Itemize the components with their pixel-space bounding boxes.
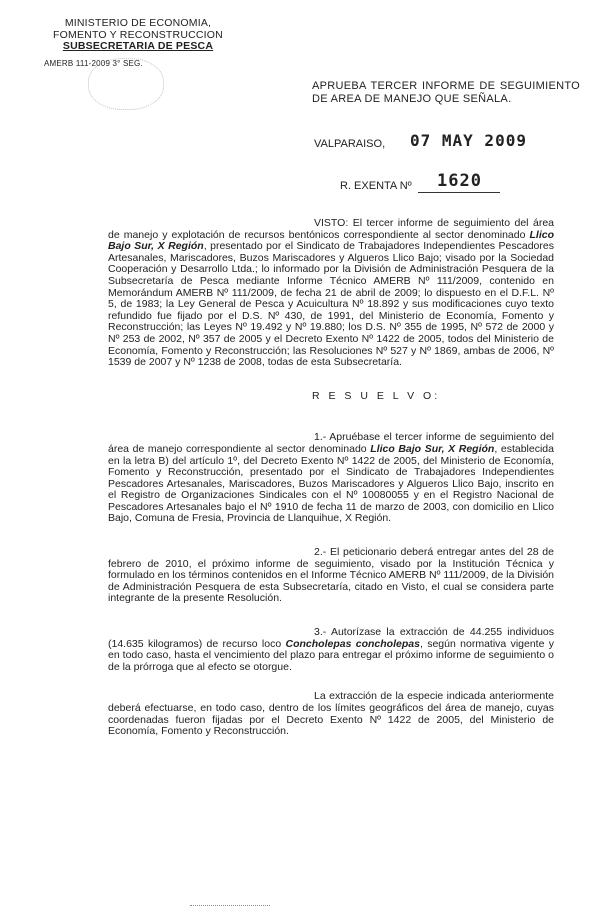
letterhead-subsecretaria: SUBSECRETARIA DE PESCA [62,40,214,52]
place-label: VALPARAISO, [314,138,386,150]
visto-text-2: , presentado por el Sindicato de Trabajadores Independientes Pescadores Artesanales, Mariscadores, Buzos Mariscadores y Algueros Llico Bajo; visado por la Sociedad Cooperación y Desarrollo Ltda.; lo informado por la División de Administración Pesquera de la Subsecretaría de Pesca mediante Informe Técnico AMERB Nº 111/2009, contenido en Memorándum AMERB Nº 111/2009, de fecha 21 de abril de 2009; lo dispuesto en el D.F.L. Nº 5, de 1983; la Ley General de Pesca y Acuicultura Nº 18.892 y sus modificaciones cuyo texto refundido fue fijado por el D.S. Nº 430, de 1991, del Ministerio de Economía, Fomento y Reconstrucción; las Leyes Nº 19.492 y Nº 19.880; los D.S. Nº 355 de 1995, Nº 572 de 2000 y Nº 253 de 2002, Nº 357 de 2005 y el Decreto Exento Nº 1422 de 2005, todos del Ministerio de Economía, Fomento y Reconstrucción; las Resoluciones Nº 527 y Nº 1869, ambas de 2006, Nº 1539 de 2007 y Nº 1238 de 2008, todas de esta Subsecretaría. [108,240,554,369]
official-stamp [88,58,164,110]
resolution-label: R. EXENTA Nº [340,180,412,192]
footer-mark [190,905,270,906]
item-1-sector: Llico Bajo Sur, X Región [370,442,495,455]
resolution-underline [418,192,500,193]
item-3-text-2: , según normativa vigente y en todo caso, hasta el vencimiento del plazo para entregar el próximo informe de seguimiento o de la prórroga que al efecto se otorgue. [108,637,555,673]
date-stamp: 07 MAY 2009 [410,131,527,150]
document-body [108,218,554,738]
item-2: 2.- El peticionario deberá entregar antes del 28 de febrero de 2010, el próximo informe de seguimiento, visado por la Institución Técnica y formulado en los términos contenidos en el Informe Técnico AMERB Nº 111/2009, de la División de Administración Pesquera de esta Subsecretaría, citado en Visto, el cual se considera parte integrante de la presente Resolución. [108,546,554,605]
item-1 [108,432,554,525]
resolution-number: 1620 [437,171,482,191]
item-1-text-2: , establecida en la letra B) del artículo 1º, del Decreto Exento Nº 1422 de 2005, del Ministerio de Economía, Fomento y Reconstrucción, presentado por el Sindicato de Trabajadores Independientes Pescadores Artesanales, Mariscadores, Buzos Mariscadores y Algueros Llico Bajo, inscrito en el Registro de Organizaciones Sindicales con el Nº 10080055 y en el Registro Nacional de Pescadores Artesanales bajo el Nº 1910 de fecha 11 de marzo de 2003, con domicilio en Llico Bajo, Comuna de Fresia, Provincia de Llanquihue, X Región. [108,442,554,525]
item-3 [108,627,554,673]
reference-code: AMERB 111-2009 3° SEG. [44,59,143,68]
item-3-species: Concholepas concholepas [285,637,420,650]
visto-paragraph [108,218,554,369]
item-3-text-1: 3.- Autorízase la extracción de 44.255 individuos (14.635 kilogramos) de recurso loco [108,626,554,650]
letterhead [38,17,238,68]
item-1-text-1: 1.- Apruébase el tercer informe de seguimiento del área de manejo correspondiente al sector denominado [108,431,554,455]
resolution-subject: APRUEBA TERCER INFORME DE SEGUIMIENTO DE AREA DE MANEJO QUE SEÑALA. [312,80,580,105]
resuelvo-heading: R E S U E L V O: [312,389,441,402]
item-3-extraction-note: La extracción de la especie indicada anteriormente deberá efectuarse, en todo caso, dentro de los límites geográficos del área de manejo, cuyas coordenadas fueron fijadas por el Decreto Exento Nº 1422 de 2005, del Ministerio de Economía, Fomento y Reconstrucción. [108,690,554,738]
letterhead-ministry: MINISTERIO DE ECONOMIA, [64,17,212,29]
letterhead-ministry-cont: FOMENTO Y RECONSTRUCCION [53,28,223,41]
visto-text-1: VISTO: El tercer informe de seguimiento del área de manejo y explotación de recursos bentónicos correspondiente al sector denominado [108,217,554,241]
visto-sector: Llico Bajo Sur, X Región [108,228,554,253]
